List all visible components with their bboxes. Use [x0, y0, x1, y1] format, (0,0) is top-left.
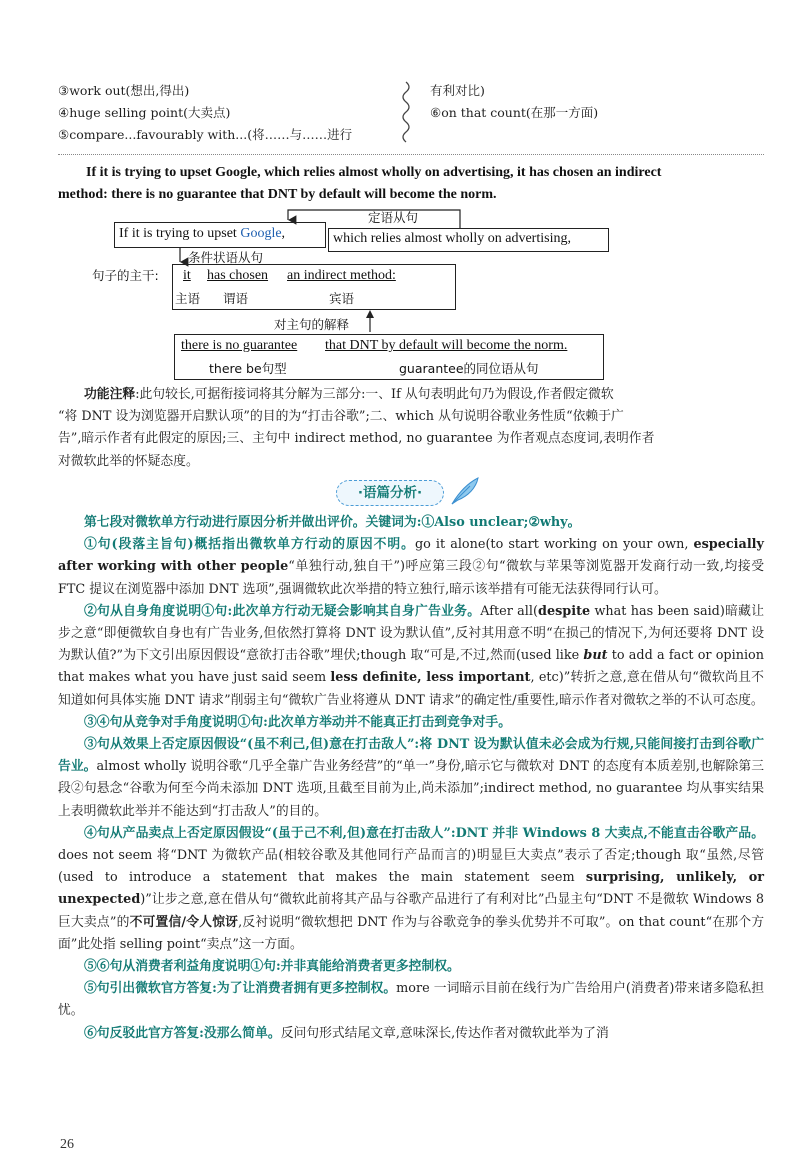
- quill-icon: [448, 474, 482, 508]
- if-clause-box: If it is trying to upset Google,: [114, 222, 326, 248]
- analysis-p1: ①句(段落主旨句)概括指出微软单方行动的原因不明。go it alone(to start working on your own, especially after working with other people“单独行动,独自干”)呼应第三段②句“微软与苹果等浏览器开发商行动一致,均接受 FTC 提议在浏览器中添加 DNT 选项”,强调微软此次举措的特立独行,暗示该举措有可能无法获得同行认可。: [58, 537, 764, 597]
- explain-label: 对主句的解释: [274, 317, 350, 332]
- attr-clause-label: 定语从句: [368, 210, 419, 225]
- example-sentence: If it is trying to upset Google, which relies almost wholly on advertising, it has chosen an indirect method: there is no guarantee that DNT by default will become the norm.: [58, 165, 662, 202]
- page-number: 26: [60, 1137, 74, 1152]
- section-title: ·语篇分析·: [336, 480, 444, 506]
- which-clause-box: which relies almost wholly on advertising,: [328, 228, 609, 252]
- analysis-body: [58, 512, 764, 1045]
- explain-box: there is no guarantee that DNT by default will become the norm. there be句型 guarantee的同位语从句: [174, 334, 604, 380]
- analysis-p4: ③句从效果上否定原因假设“(虽不利己,但)意在打击敌人”:将 DNT 设为默认值未必会成为行规,只能间接打击到谷歌广告业。almost wholly 说明谷歌“几乎全靠广告业务经营”的“单一”身份,暗示它与微软对 DNT 的态度有本质差别,也解除第三段②句悬念“谷歌为何至今尚未添加 DNT 选项,且截至目前为止,尚未添加”;indirect method, no guarantee 均从事实结果上表明微软此举并不能达到“打击敌人”的目的。: [58, 737, 764, 819]
- analysis-p7: ⑤句引出微软官方答复:为了让消费者拥有更多控制权。more 一词暗示目前在线行为广告给用户(消费者)带来诸多隐私担忧。: [58, 981, 764, 1019]
- main-clause-box: it has chosen an indirect method: 主语 谓语 宾语: [172, 264, 456, 310]
- analysis-intro: 第七段对微软单方行动进行原因分析并做出评价。关键词为:①Also unclear;②why。: [84, 515, 581, 530]
- function-notes: 功能注释:此句较长,可据衔接词将其分解为三部分:一、If 从句表明此句乃为假设,作者假定微软 “将 DNT 设为浏览器开启默认项”的目的为“打击谷歌”;二、which 从句说明谷歌业务性质“依赖于广 告”,暗示作者有此假定的原因;三、主句中 indirect method, no guarantee 为作者观点态度词,表明作者 对微软此举的怀疑态度。: [58, 387, 655, 469]
- cond-clause-label: 条件状语从句: [188, 250, 264, 265]
- main-clause-label: 句子的主干:: [92, 268, 159, 283]
- analysis-p2: ②句从自身角度说明①句:此次单方行动无疑会影响其自身广告业务。After all(despite what has been said)暗藏让步之意“即便微软自身也有广告业务,但依然打算将 DNT 设为默认值”,反衬其用意不明“在损己的情况下,为何还要将 DNT 设为默认值?”为下文引出原因假设“意欲打击谷歌”埋伏;though 取“可是,不过,然而(used like but to add a fact or opinion that makes what you have just said seem less definite, less important, etc)”转折之意,意在借从句“微软尚且不知道如何具体实施 DNT 请求”削弱主句“微软广告业将遵从 DNT 请求”的确定性/重要性,暗示作者对微软之举的不认可态度。: [58, 603, 765, 708]
- diagram-arrows: [0, 0, 800, 400]
- arrow-attr: [288, 210, 460, 228]
- vocab-item: ⑤compare...favourably with...(将……与……进行: [58, 127, 353, 142]
- analysis-p3: ③④句从竞争对手角度说明①句:此次单方举动并不能真正打击到竞争对手。: [84, 714, 512, 730]
- vocab-item: ④huge selling point(大卖点): [58, 105, 231, 120]
- vocab-item: ③work out(想出,得出): [58, 83, 190, 98]
- analysis-p6: ⑤⑥句从消费者利益角度说明①句:并非真能给消费者更多控制权。: [84, 959, 460, 975]
- vocab-item: 有利对比): [430, 83, 485, 98]
- analysis-p5: ④句从产品卖点上否定原因假设“(虽于己不利,但)意在打击敌人”:DNT 并非 Windows 8 大卖点,不能直击谷歌产品。does not seem 将“DNT 为微软产品(相较谷歌及其他同行产品而言的)明显巨大卖点”表示了否定;though 取“虽然,尽管(used to introduce a statement that makes the main statement seem surprising, unlikely, or unexpected)”让步之意,意在借从句“微软此前将其产品与谷歌产品进行了有利对比”凸显主句“DNT 不是微软 Windows 8 巨大卖点”的不可置信/令人惊讶,反衬说明“微软想把 DNT 作为与谷歌竞争的拳头优势并不可取”。on that count“在那个方面”此处指 selling point“卖点”这一方面。: [58, 825, 764, 952]
- analysis-p8: ⑥句反驳此官方答复:没那么简单。反问句形式结尾文章,意味深长,传达作者对微软此举为了消: [84, 1025, 609, 1041]
- vocab-item: ⑥on that count(在那一方面): [430, 105, 599, 120]
